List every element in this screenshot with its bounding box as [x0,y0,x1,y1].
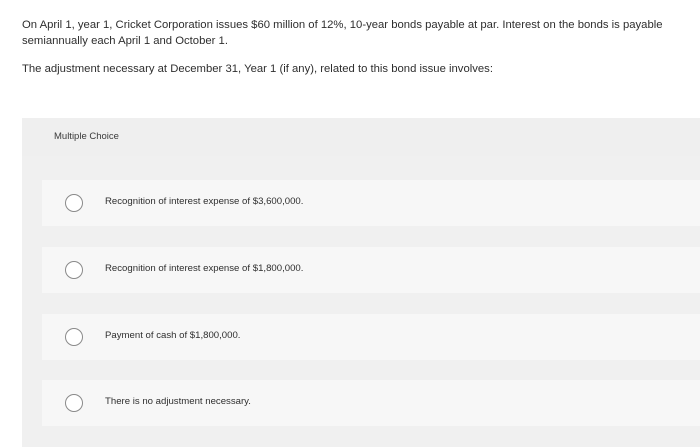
answer-option-3[interactable] [42,314,700,360]
answer-option-4[interactable] [42,380,700,426]
multiple-choice-header [22,118,700,156]
answer-option-label: Recognition of interest expense of $1,800,000. [105,263,304,274]
answer-option-1[interactable] [42,180,700,226]
multiple-choice-panel [22,118,700,447]
radio-button[interactable] [65,261,83,279]
question-stem: On April 1, year 1, Cricket Corporation issues $60 million of 12%, 10-year bonds payable at par. Interest on the bonds is payable semiannually each April 1 and October 1. [22,19,663,47]
answer-option-label: There is no adjustment necessary. [105,396,251,407]
multiple-choice-label: Multiple Choice [54,131,119,142]
answer-option-label: Recognition of interest expense of $3,600,000. [105,196,304,207]
radio-button[interactable] [65,328,83,346]
answer-option-2[interactable] [42,247,700,293]
radio-button[interactable] [65,394,83,412]
question-text [22,17,682,77]
question-prompt: The adjustment necessary at December 31, Year 1 (if any), related to this bond issue involves: [22,63,493,75]
answer-option-label: Payment of cash of $1,800,000. [105,330,241,341]
radio-button[interactable] [65,194,83,212]
